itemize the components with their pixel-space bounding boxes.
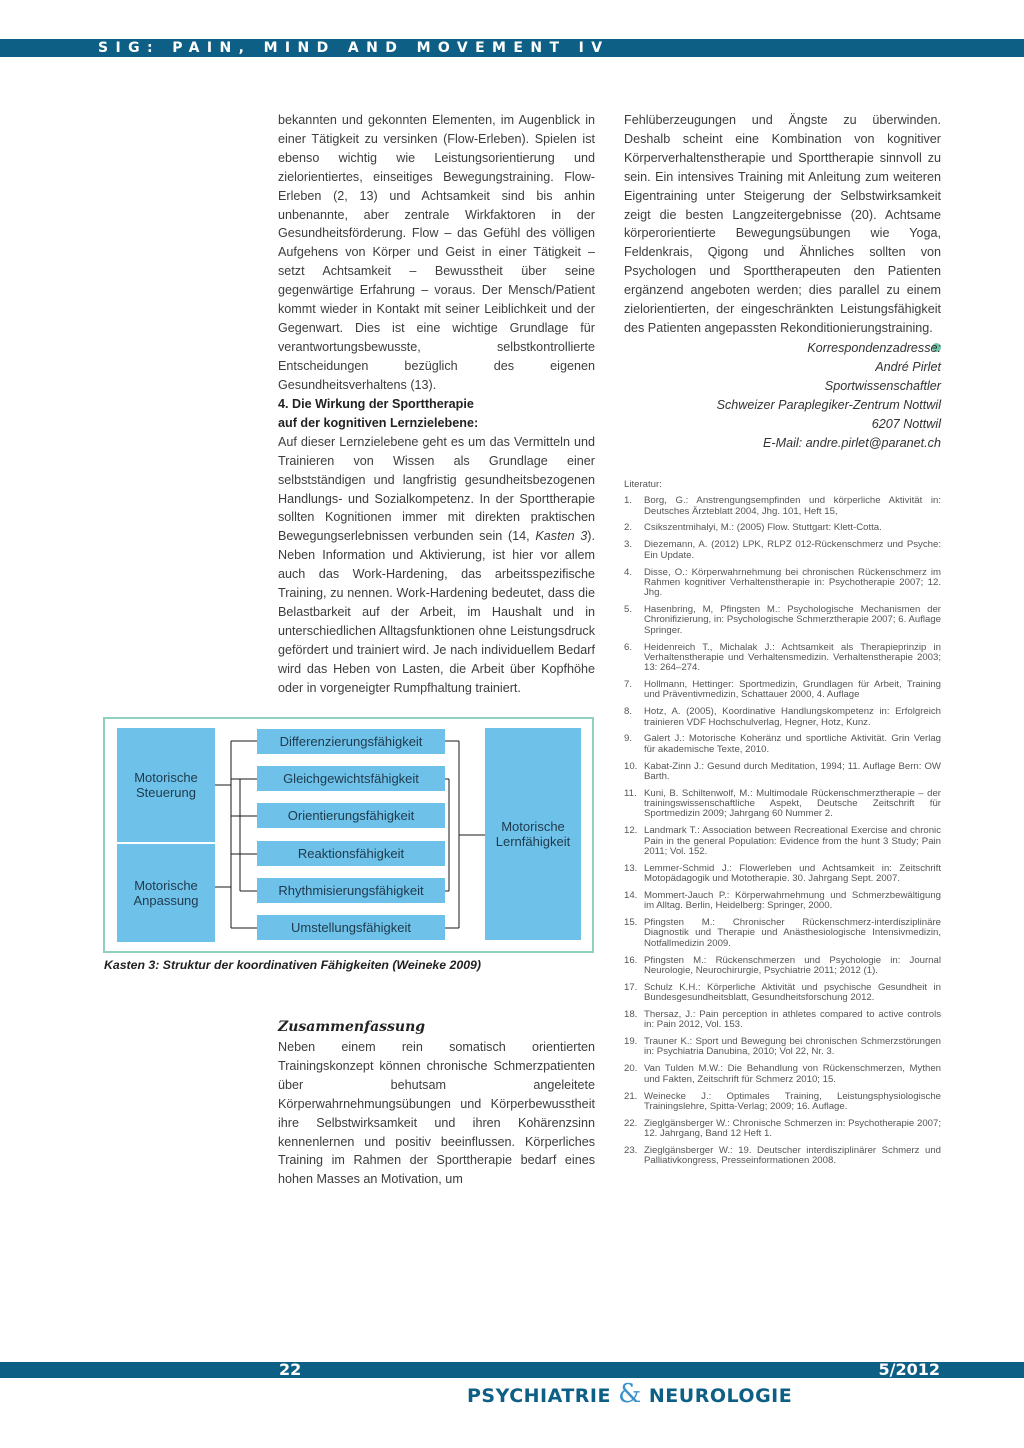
literature-item-text: Diezemann, A. (2012) LPK, RLPZ 012-Rückenschmerz und Psyche: Ein Update.: [644, 539, 941, 561]
literature-item-text: Mommert-Jauch P.: Körperwahrnehmung und Schmerzbewältigung im Alltag. Berlin, Heidelberg: Springer, 2000.: [644, 889, 941, 912]
literature-item-number: 2.: [624, 522, 633, 534]
literature-item: [624, 826, 941, 857]
box-motorische-lernfaehigkeit: Motorische Lernfähigkeit: [485, 728, 581, 940]
literature-item: [624, 1146, 941, 1167]
section-4-paragraph: [278, 433, 595, 698]
literature-item-number: 4.: [624, 566, 633, 578]
literature-item-number: 3.: [624, 539, 633, 551]
literature-item: [624, 707, 941, 728]
literature-heading: Literatur:: [624, 479, 662, 490]
literature-item-number: 9.: [624, 733, 633, 745]
correspondence-block: [624, 339, 941, 453]
literature-item-text: Pfingsten M.: Chronischer Rückenschmerz-interdisziplinäre Diagnostik und Therapie und Anästhesiologische Intensivmedizin, Notfallmedizin 2009.: [644, 917, 941, 949]
literature-item-number: 5.: [624, 604, 633, 616]
literature-item-text: Zieglgänsberger W.: Chronische Schmerzen in: Psychotherapie 2007; 12. Jahrgang, Band 12 Heft 1.: [644, 1117, 941, 1140]
literature-item-text: Disse, O.: Körperwahrnehmung bei chronischen Rückenschmerz im Rahmen kognitiver Verhaltenstherapie in: Psychotherapie 2007; 12. Jhg.: [644, 566, 941, 599]
literature-item-number: 8.: [624, 706, 633, 718]
intro-paragraph: bekannten und gekonnten Elementen, im Augenblick in einer Tätigkeit zu versinken (Flow-Erleben). Spielen ist ebenso wichtig wie Leistungsorientierung und zielorientiertes, einseitiges Bewegungstraining. Flow-Erleben (2, 13) und Achtsamkeit sind bis anhin unbenannte, aber zentrale Wirkfaktoren in der Gesundheitsförderung. Flow – das Gefühl des völligen Aufgehens von Körper und Geist in einer Tätigkeit – setzt Achtsamkeit – Bewusstheit über seine gegenwärtige Erfahrung – voraus. Der Mensch/Patient kommt wieder in Kontakt mit seiner Leiblichkeit und der Gegenwart. Dies ist eine wichtige Grundlage für verantwortungsbewusste, selbstkontrollierte Entscheidungen bezüglich des eigenen Gesundheitsverhaltens (13).: [278, 113, 595, 392]
literature-item: [624, 762, 941, 783]
literature-item-number: 20.: [624, 1063, 638, 1075]
literature-item-text: Kabat-Zinn J.: Gesund durch Meditation, 1994; 11. Auflage Bern: OW Barth.: [644, 760, 941, 782]
literature-item: [624, 1037, 941, 1058]
literature-item-text: Schulz K.H.: Körperliche Aktivität und psychische Gesundheit in Bundesgesundheitsblatt, Gesundheitsforschung 2012.: [644, 981, 941, 1004]
summary-section: [278, 1018, 595, 1189]
literature-item: [624, 956, 941, 977]
correspondence-email[interactable]: E-Mail: andre.pirlet@paranet.ch: [763, 436, 941, 450]
literature-item-number: 18.: [624, 1008, 638, 1020]
continuation-text: Fehlüberzeugungen und Ängste zu überwinden. Deshalb scheint eine Kombination von kognitiver Körperverhaltenstherapie und Sporttherapie sinnvoll zu sein. Ein intensives Training mit Anleitung zum weiteren Eigentraining unter Steigerung der Selbstwirksamkeit zeigt die besten Langzeitergebnisse (20). Achtsame körperorientierte Bewegungsübungen wie Yoga, Feldenkrais, Qigong und Ähnliches sollten von Psychologen und Sporttherapeuten den Patienten ergänzend angeboten werden; dies parallel zu einem zielorientierten, der eingeschränkten Leistungsfähigkeit des Patienten angepassten Rekonditionierungstraining.: [624, 113, 941, 335]
box-reaktionsfaehigkeit: Reaktionsfähigkeit: [257, 841, 445, 866]
literature-item: [624, 540, 941, 561]
header-title: SIG: PAIN, MIND AND MOVEMENT IV: [98, 40, 610, 56]
literature-list: [624, 480, 941, 1173]
box-orientierungsfaehigkeit: Orientierungsfähigkeit: [257, 803, 445, 828]
literature-item-number: 21.: [624, 1090, 638, 1102]
box-motorische-anpassung: Motorische Anpassung: [117, 842, 215, 942]
left-column-intro: [278, 111, 595, 395]
literature-item-text: Heidenreich T., Michalak J.: Achtsamkeit als Therapieprinzip in Verhaltenstherapie und Verhaltensmedizin. Verhaltenstherapie 2003; 13: 264–274.: [644, 641, 941, 674]
literature-item: [624, 1010, 941, 1031]
diagram-coordinative-abilities: [103, 717, 594, 953]
literature-item: [624, 789, 941, 820]
box-differenzierungsfaehigkeit: Differenzierungsfähigkeit: [257, 729, 445, 754]
correspondence-role: Sportwissenschaftler: [824, 379, 941, 393]
literature-item-number: 11.: [624, 787, 637, 799]
right-column-continuation: [624, 111, 941, 352]
footer-bar: [0, 1362, 1024, 1378]
section-4-heading-line-2: auf der kognitiven Lernzielebene:: [278, 415, 479, 430]
literature-item-text: Landmark T.: Association between Recreational Exercise and chronic Pain in the general Population: Evidence from the hunt 3 Study; Pain 2011; Vol. 152.: [644, 825, 941, 857]
literature-item: [624, 983, 941, 1004]
literature-item-number: 23.: [624, 1144, 638, 1156]
summary-title: Zusammenfassung: [278, 1019, 426, 1035]
literature-item-number: 10.: [624, 760, 638, 772]
literature-item: [624, 643, 941, 674]
summary-paragraph: Neben einem rein somatisch orientierten Trainingskonzept können chronische Schmerzpatienten über behutsam angeleitete Körperwahrnehmungsübungen und Körperbewusstheit ihre Selbstwirksamkeit und ihren Kohärenzsinn kennenlernen und positiv beeinflussen. Körperliches Training im Rahmen der Sporttherapie bedarf eines hohen Masses an Motivation, um: [278, 1040, 595, 1187]
box-gleichgewichtsfaehigkeit: Gleichgewichtsfähigkeit: [257, 766, 445, 791]
journal-name-right: NEUROLOGIE: [648, 1385, 793, 1407]
literature-item-number: 22.: [624, 1117, 638, 1129]
box-rhythmisierungsfaehigkeit: Rhythmisierungsfähigkeit: [257, 878, 445, 903]
literature-item-number: 7.: [624, 679, 633, 691]
literature-item-text: Kuni, B. Schiltenwolf, M.: Multimodale Rückenschmerztherapie – der trainingswissenschaftliche Aspekt, Deutsche Zeitschrift für Sportmedizin 2009; Jahrgang 60 Nummer 2.: [644, 787, 941, 820]
journal-logo: [467, 1381, 792, 1409]
literature-item: [624, 605, 941, 636]
literature-item: [624, 680, 941, 701]
literature-item: [624, 1119, 941, 1140]
section-4-box-reference[interactable]: Kasten 3: [535, 529, 588, 544]
diagram-caption: Kasten 3: Struktur der koordinativen Fähigkeiten (Weineke 2009): [104, 958, 481, 972]
section-4-heading-line-1: 4. Die Wirkung der Sporttherapie: [278, 397, 474, 411]
page-number: 22: [279, 1360, 302, 1379]
continuation-paragraph: [624, 111, 941, 338]
literature-item-text: Lemmer-Schmid J.: Flowerleben und Achtsamkeit in: Zeitschrift Motopädagogik und Mototherapie. 30. Jahrgang Sept. 2007.: [644, 862, 941, 885]
literature-item-text: Zieglgänsberger W.: 19. Deutscher interdisziplinärer Schmerz und Palliativkongress, Presseinformationen 2008.: [644, 1144, 941, 1167]
literature-item-text: Pfingsten M.: Rückenschmerzen und Psychologie in: Journal Neurologie, Neurochirurgie, Psychiatrie 2011; 2012 (1).: [644, 954, 941, 976]
journal-name-left: PSYCHIATRIE: [467, 1385, 611, 1407]
literature-item-text: Hasenbring, M, Pfingsten M.: Psychologische Mechanismen der Chronifizierung, in: Psychologische Schmerztherapie 2007; 6. Auflage Springer.: [644, 604, 941, 636]
literature-item-text: Borg, G.: Anstrengungsempfinden und körperliche Aktivität in: Deutsches Ärzteblatt 2004, Jhg. 101, Heft 15,: [644, 495, 941, 517]
literature-item-number: 16.: [624, 954, 638, 966]
literature-item-number: 6.: [624, 641, 633, 653]
literature-item-number: 13.: [624, 862, 638, 874]
literature-item-text: Van Tulden M.W.: Die Behandlung von Rückenschmerzen, Mythen und Fakten, Zeitschrift für Schmerz 2010; 15.: [644, 1063, 941, 1085]
correspondence-name: André Pirlet: [875, 360, 941, 374]
section-4-text-after: ). Neben Information und Aktivierung, ist hier vor allem auch das Work-Hardening, das arbeitsspezifische Training, zu nennen. Work-Hardening bedeutet, dass die Belastbarkeit auf der Arbeit, im Haushalt und in unterschiedlichen Alltagsfunktionen ohne Leistungsdruck gefördert und trainiert wird. Je nach individuellem Bedarf wird das Heben von Lasten, die Arbeit über Kopfhöhe oder in vorgeneigter Rumpfhaltung trainiert.: [278, 529, 595, 695]
literature-item-text: Galert J.: Motorische Koheränz und sportliche Aktivität. Grin Verlag für akademische Texte, 2010.: [644, 733, 941, 755]
literature-item-number: 1.: [624, 495, 633, 507]
literature-item: [624, 891, 941, 912]
journal-ampersand: &: [618, 1379, 642, 1409]
literature-item-number: 19.: [624, 1036, 638, 1048]
section-4-text-before: Auf dieser Lernzielebene geht es um das Vermitteln und Trainieren von Wissen als Grundlage einer selbstständigen und langfristig gesundheitsbezogenen Handlungs- und Sozialkompetenz. In der Sporttherapie sollten Kognitionen immer mit direkten praktischen Bewegungserlebnissen verbunden sein (14,: [278, 434, 595, 544]
issue-number: 5/2012: [878, 1360, 940, 1379]
literature-item-number: 17.: [624, 981, 638, 993]
literature-item-number: 14.: [624, 889, 638, 901]
literature-item: [624, 918, 941, 949]
literature-items: [624, 496, 941, 1166]
literature-item: [624, 864, 941, 885]
box-umstellungsfaehigkeit: Umstellungsfähigkeit: [257, 915, 445, 940]
section-4: [278, 395, 595, 698]
literature-item: [624, 496, 941, 517]
literature-item: [624, 1092, 941, 1113]
literature-item-number: 15.: [624, 917, 638, 929]
literature-item-text: Thersaz, J.: Pain perception in athletes compared to active controls in: Pain 2012, Vol. 153.: [644, 1008, 941, 1031]
literature-item-text: Hollmann, Hettinger: Sportmedizin, Grundlagen für Arbeit, Training und Präventivmedizin, Schattauer 2000, 4. Auflage: [644, 679, 941, 701]
literature-item: [624, 523, 941, 533]
correspondence-org: Schweizer Paraplegiker-Zentrum Nottwil: [716, 398, 941, 412]
header-bar: [0, 39, 1024, 57]
literature-item: [624, 1064, 941, 1085]
literature-item-text: Trauner K.: Sport und Bewegung bei chronischen Schmerzstörungen in: Psychiatria Danubina, 2010; Vol 22, Nr. 3.: [644, 1036, 941, 1058]
literature-item: [624, 568, 941, 599]
literature-item-text: Weinecke J.: Optimales Training, Leistungsphysiologische Trainingslehre, Spitta-Verlag; 2009; 16. Auflage.: [644, 1090, 941, 1112]
correspondence-city: 6207 Nottwil: [871, 417, 941, 431]
literature-item-text: Csikszentmihalyi, M.: (2005) Flow. Stuttgart: Klett-Cotta.: [644, 522, 882, 534]
literature-item-text: Hotz, A. (2005), Koordinative Handlungskompetenz in: Erfolgreich trainieren VDF Hochschulverlag, Hegner, Hotz, Kunz.: [644, 706, 941, 728]
box-motorische-steuerung: Motorische Steuerung: [117, 728, 215, 842]
literature-item-number: 12.: [624, 825, 638, 837]
literature-item: [624, 734, 941, 755]
correspondence-label: Korrespondenzadresse:: [807, 341, 941, 355]
